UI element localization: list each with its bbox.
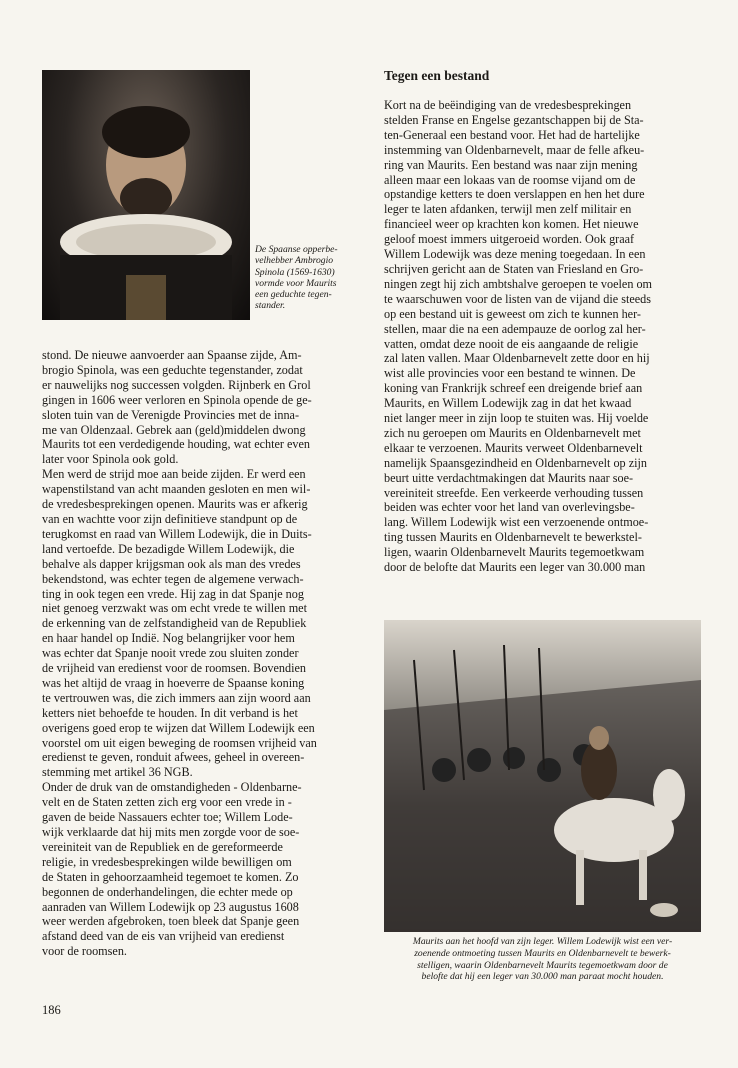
portrait-caption: De Spaanse opperbe- velhebber Ambrogio Spinola (1569-1630) vormde voor Maurits een geduchte tegen- stander. — [255, 244, 338, 312]
body-paragraph: Kort na de beëindiging van de vredesbesprekingen stelden Franse en Engelse gezantschappen bij de Sta- ten-Generaal een bestand voor. Het had de hartelijke instemming van Oldenbarnevelt, maar de felle afkeu- ring van Maurits. Een bestand was naar zijn mening alleen maar een lokaas van de roomse vijand om de opstandige ketters te doen verslappen en hen het dure leger te laten afdanken, terwijl men zelf militair en financieel weer op krachten kon komen. Het nieuwe geloof moest immers uitgeroeid worden. Ook graaf Willem Lodewijk was deze mening toegedaan. In een schrijven gericht aan de Staten van Friesland en Gro- ningen zegt hij zich ambtshalve geroepen te voelen om te waarschuwen voor de listen van de vijand die steeds op een bestand uit is geweest om zich te kunnen her- stellen, maar die na een adempauze de oorlog zal her- vatten, omdat deze nooit de eis aangaande de religie zal laten vallen. Maar Oldenbarnevelt zette door en hij wist alle provincies voor een bestand te winnen. De koning van Frankrijk schreef een dreigende brief aan Maurits, en Willem Lodewijk zag in dat het kwaad niet langer meer in zijn loop te stuiten was. Hij voelde zich nu geroepen om Maurits en Oldenbarnevelt met elkaar te verzoenen. Maurits verweet Oldenbarnevelt namelijk Spaansgezindheid en Oldenbarnevelt op zijn beurt uitte verdachtmakingen dat Maurits naar soe- vereiniteit streefde. Een verkeerde verhouding tussen beiden was echter voor het land van overlevingsbe- lang. Willem Lodewijk wist een verzoenende ontmoe- ting tussen Maurits en Oldenbarnevelt te bewerkstel- ligen, waarin Oldenbarnevelt Maurits tegemoetkwam door de belofte dat Maurits een leger van 30.000 man — [384, 98, 653, 575]
body-paragraph: Men werd de strijd moe aan beide zijden. Er werd een wapenstilstand van acht maanden gesloten en men wil- de vredesbesprekingen openen. Maurits was er afkerig van en wachtte voor zijn definitieve standpunt op de terugkomst en raad van Willem Lodewijk, die in Duits- land vertoefde. De bezadigde Willem Lodewijk, die behalve als dapper krijgsman ook als man des vredes bekendstond, was echter tegen de algemene verwach- ting in ook tegen een vrede. Hij zag in dat Spanje nog niet genoeg verzwakt was om echt vrede te willen met de erkenning van de zelfstandigheid van de Republiek en haar handel op Indië. Nog belangrijker voor hem was echter dat Spanje nooit vrede zou sluiten zonder de vrijheid van eredienst voor de roomsen. Bovendien was het altijd de vraag in hoeverre de Spaanse koning te vertrouwen was, die zich immers aan zijn woord aan ketters niet behoefde te houden. In dit verband is het overigens goed erop te wijzen dat Willem Lodewijk een voorstel om uit eigen beweging de roomsen vrijheid van eredienst te geven, ronduit afwees, geheel in overeen- stemming met artikel 36 NGB. — [42, 467, 317, 780]
page-number: 186 — [42, 1003, 61, 1017]
section-heading: Tegen een bestand — [384, 68, 490, 83]
spinola-portrait-image — [42, 70, 250, 320]
painting-illustration — [384, 620, 701, 932]
painting-caption: Maurits aan het hoofd van zijn leger. Willem Lodewijk wist een ver- zoenende ontmoeting tussen Maurits en Oldenbarnevelt te bewerk- stelligen, waarin Oldenbarnevelt Maurits tegemoetkwam door de belofte dat hij een leger van 30.000 man paraat mocht houden. — [412, 936, 673, 983]
maurits-army-painting-image — [384, 620, 701, 932]
right-column — [384, 98, 701, 575]
body-paragraph: stond. De nieuwe aanvoerder aan Spaanse zijde, Am- brogio Spinola, was een geduchte tegenstander, zodat er nauwelijks nog successen volgden. Rijnberk en Grol gingen in 1606 weer verloren en Spinola opende de ge- sloten tuin van de Verenigde Provincies met de inna- me van Oldenzaal. Gebrek aan (geld)middelen dwong Maurits tot een verdedigende houding, wat echter even later voor Spinola ook gold. — [42, 348, 312, 467]
portrait-illustration — [42, 70, 250, 320]
left-column — [42, 348, 360, 959]
body-paragraph: Onder de druk van de omstandigheden - Oldenbarne- velt en de Staten zetten zich erg voor een vrede in - gaven de beide Nassauers echter toe; Willem Lode- wijk verklaarde dat hij mits men zorgde voor de soe- vereiniteit van de Republiek en de gereformeerde religie, in vredesbesprekingen wilde bewilligen om de Staten in gehoorzaamheid tegemoet te komen. Zo begonnen de onderhandelingen, die echter mede op aanraden van Willem Lodewijk op 23 augustus 1608 weer werden afgebroken, toen bleek dat Spanje geen afstand deed van de eis van vrijheid van eredienst voor de roomsen. — [42, 780, 302, 959]
